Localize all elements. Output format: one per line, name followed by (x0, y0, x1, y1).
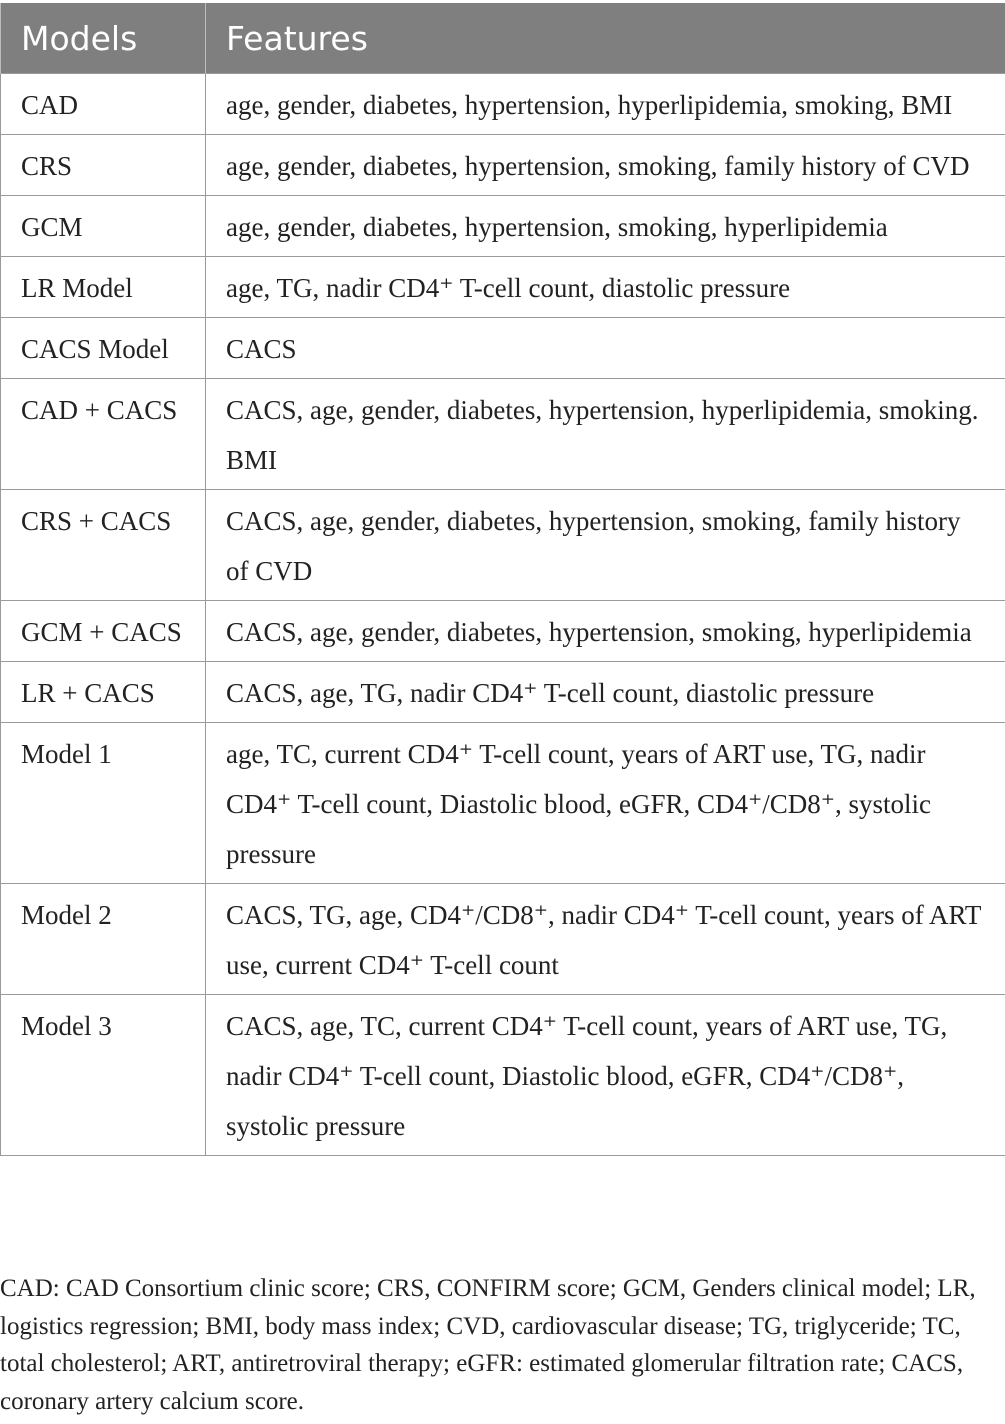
features-cell: CACS, age, gender, diabetes, hypertension, smoking, hyperlipidemia (206, 601, 1005, 662)
features-cell: CACS, age, TG, nadir CD4⁺ T-cell count, diastolic pressure (206, 662, 1005, 723)
model-cell: CRS (1, 135, 206, 196)
features-cell: age, TG, nadir CD4⁺ T-cell count, diastolic pressure (206, 257, 1005, 318)
table-row (1, 601, 1005, 662)
model-cell: CAD (1, 74, 206, 135)
model-cell: CAD + CACS (1, 379, 206, 490)
model-cell: Model 2 (1, 884, 206, 995)
table-row (1, 379, 1005, 490)
model-cell: LR + CACS (1, 662, 206, 723)
model-cell: GCM (1, 196, 206, 257)
table-header-row (1, 3, 1005, 74)
model-cell: CRS + CACS (1, 490, 206, 601)
features-cell: age, gender, diabetes, hypertension, smoking, family history of CVD (206, 135, 1005, 196)
features-column-header: Features (206, 3, 1005, 74)
features-cell: CACS, TG, age, CD4⁺/CD8⁺, nadir CD4⁺ T-cell count, years of ART use, current CD4⁺ T-cell count (206, 884, 1005, 995)
features-cell: CACS, age, TC, current CD4⁺ T-cell count, years of ART use, TG, nadir CD4⁺ T-cell count, Diastolic blood, eGFR, CD4⁺/CD8⁺, systolic pressure (206, 995, 1005, 1156)
table-row (1, 662, 1005, 723)
model-cell: LR Model (1, 257, 206, 318)
features-cell: age, gender, diabetes, hypertension, smoking, hyperlipidemia (206, 196, 1005, 257)
features-cell: age, gender, diabetes, hypertension, hyperlipidemia, smoking, BMI (206, 74, 1005, 135)
table-row (1, 135, 1005, 196)
features-cell: CACS, age, gender, diabetes, hypertension, hyperlipidemia, smoking. BMI (206, 379, 1005, 490)
model-cell: CACS Model (1, 318, 206, 379)
table-row (1, 995, 1005, 1156)
model-cell: GCM + CACS (1, 601, 206, 662)
table-row (1, 723, 1005, 884)
table-row (1, 884, 1005, 995)
features-cell: CACS (206, 318, 1005, 379)
features-cell: age, TC, current CD4⁺ T-cell count, years of ART use, TG, nadir CD4⁺ T-cell count, Diastolic blood, eGFR, CD4⁺/CD8⁺, systolic pressure (206, 723, 1005, 884)
model-cell: Model 3 (1, 995, 206, 1156)
table-footnote: CAD: CAD Consortium clinic score; CRS, CONFIRM score; GCM, Genders clinical model; LR, logistics regression; BMI, body mass index; CVD, cardiovascular disease; TG, triglyceride; TC, total cholesterol; ART, antiretroviral therapy; eGFR: estimated glomerular filtration rate; CACS, coronary artery calcium score. (0, 1275, 976, 1415)
features-cell: CACS, age, gender, diabetes, hypertension, smoking, family history of CVD (206, 490, 1005, 601)
model-cell: Model 1 (1, 723, 206, 884)
table-row (1, 490, 1005, 601)
models-column-header: Models (1, 3, 206, 74)
table-row (1, 196, 1005, 257)
table-row (1, 257, 1005, 318)
table-row (1, 318, 1005, 379)
model-features-table (0, 3, 1005, 1156)
table-row (1, 74, 1005, 135)
features-table-container (0, 3, 1005, 1156)
